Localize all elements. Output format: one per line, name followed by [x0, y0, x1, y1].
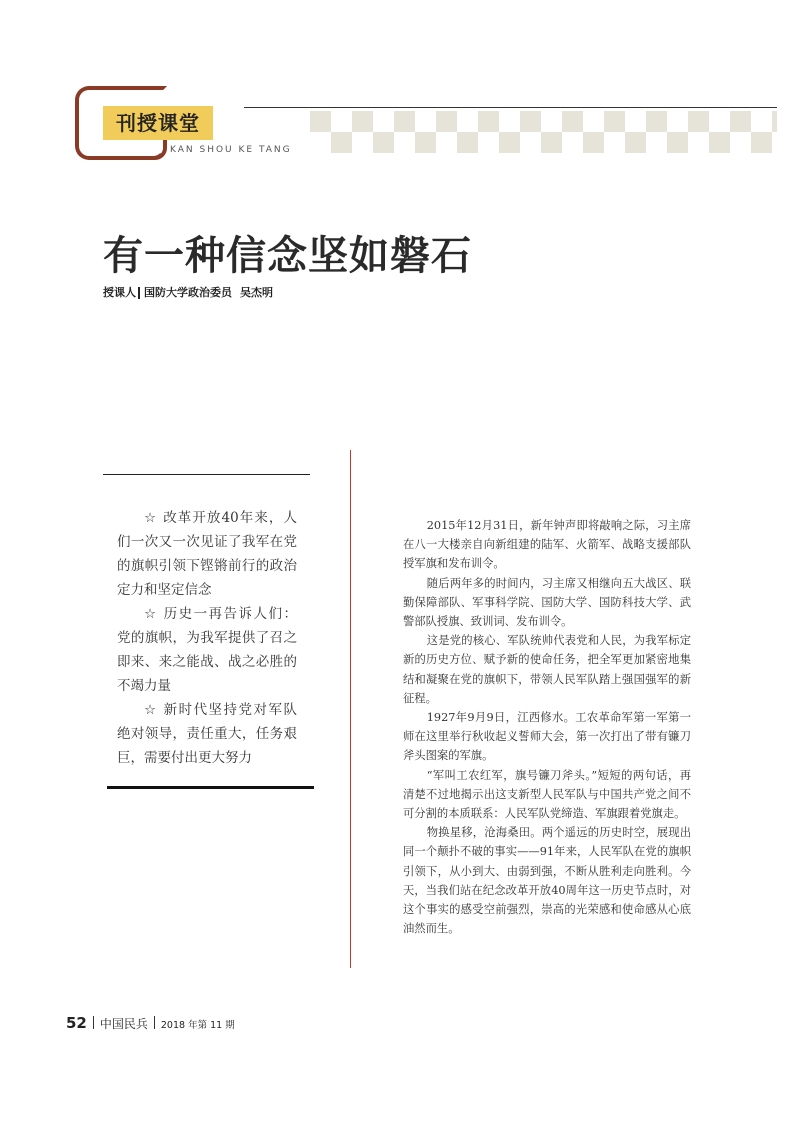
header-rule: [244, 107, 777, 108]
pull-quote-item: ☆ 新时代坚持党对军队绝对领导，责任重大，任务艰巨，需要付出更大努力: [117, 702, 297, 766]
magazine-name: 中国民兵: [99, 1017, 148, 1031]
star-icon: ☆: [144, 510, 158, 526]
body-paragraph: 物换星移，沧海桑田。两个遥远的历史时空，展现出同一个颠扑不破的事实——91年来，人民军队在党的旗帜引领下，从小到大、由弱到强，不断从胜利走向胜利。今天，当我们站在纪念改革开放40周年这一历史节点时，对这个事实的感受空前强烈，崇高的光荣感和使命感从心底油然而生。: [403, 826, 691, 936]
byline-separator: [138, 287, 140, 299]
page-number: 52: [66, 1014, 87, 1032]
column-divider: [350, 450, 351, 968]
pull-quote-bottom-rule: [107, 786, 314, 789]
body-paragraph: 随后两年多的时间内，习主席又相继向五大战区、联勤保障部队、军事科学院、国防大学、国防科技大学、武警部队授旗、致训词、发布训令。: [403, 576, 691, 629]
article-body: [403, 516, 691, 938]
pull-quote: [117, 506, 297, 770]
star-icon: ☆: [144, 606, 158, 622]
body-paragraph: 2015年12月31日，新年钟声即将敲响之际，习主席在八一大楼亲自向新组建的陆军、火箭军、战略支援部队授军旗和发布训令。: [403, 519, 691, 571]
byline: [103, 284, 273, 300]
byline-affiliation: 国防大学政治委员: [144, 286, 232, 299]
column-label: 刊授课堂: [103, 106, 213, 140]
issue-label: 2018 年第 11 期: [160, 1020, 235, 1031]
pull-quote-item: ☆ 改革开放40年来，人们一次又一次见证了我军在党的旗帜引领下铿锵前行的政治定力和坚定信念: [117, 510, 297, 598]
byline-name: 吴杰明: [240, 286, 273, 299]
footer-separator: [154, 1016, 155, 1029]
body-paragraph: “军叫工农红军，旗号镰刀斧头。”短短的两句话，再清楚不过地揭示出这支新型人民军队与中国共产党之间不可分割的本质联系：人民军队党缔造、军旗跟着党旗走。: [403, 768, 691, 821]
checker-pattern-top: [310, 111, 777, 132]
pull-quote-item: ☆ 历史一再告诉人们：党的旗帜，为我军提供了召之即来、来之能战、战之必胜的不竭力量: [117, 606, 297, 694]
column-pinyin: KAN SHOU KE TANG: [170, 145, 292, 155]
footer-separator: [93, 1016, 94, 1029]
body-paragraph: 这是党的核心、军队统帅代表党和人民，为我军标定新的历史方位、赋予新的使命任务，把全军更加紧密地集结和凝聚在党的旗帜下，带领人民军队踏上强国强军的新征程。: [403, 634, 691, 705]
checker-pattern-bottom: [331, 132, 777, 153]
byline-label: 授课人: [103, 286, 136, 299]
article-title: 有一种信念坚如磐石: [103, 233, 472, 279]
pull-quote-top-rule: [103, 474, 310, 475]
star-icon: ☆: [144, 702, 158, 718]
body-paragraph: 1927年9月9日，江西修水。工农革命军第一军第一师在这里举行秋收起义誓师大会，第一次打出了带有镰刀斧头图案的军旗。: [403, 711, 691, 763]
page-footer: [66, 1013, 235, 1032]
